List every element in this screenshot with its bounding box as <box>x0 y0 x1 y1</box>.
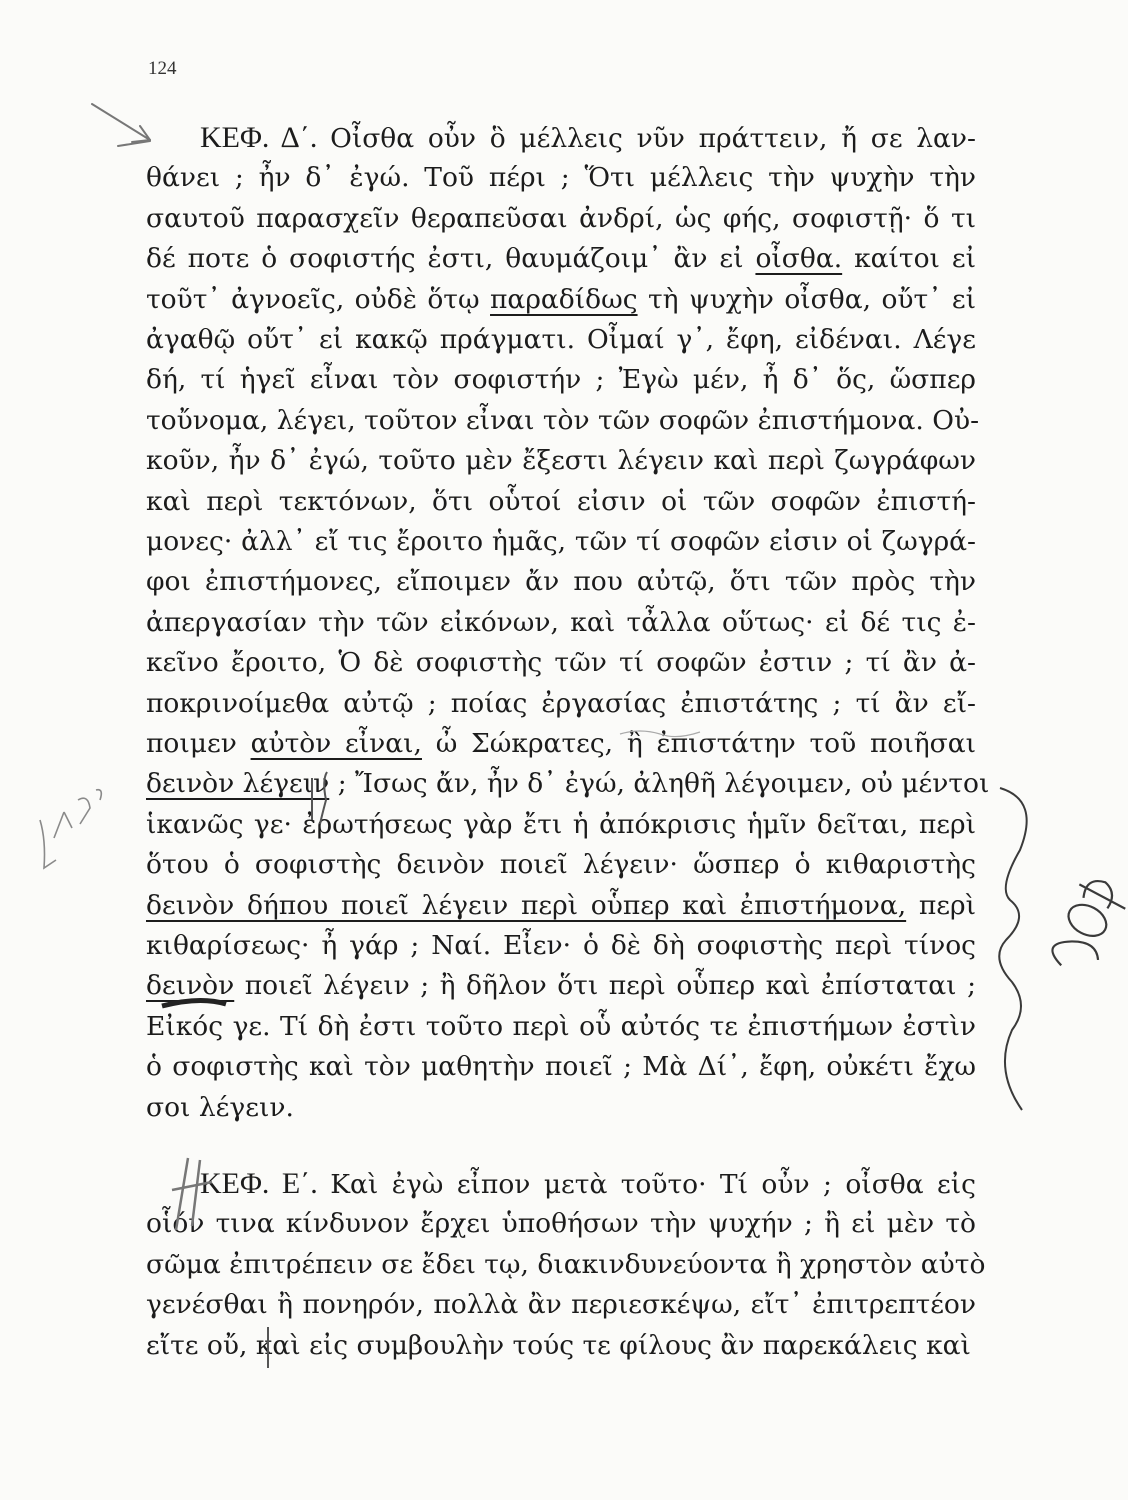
line-text: ποιεῖ λέγειν ; ἢ δῆλον ὅτι περὶ οὗπερ καὶ ἐπίσταται ; <box>234 970 976 1002</box>
text-line <box>146 764 990 804</box>
line-text: Καὶ ἐγὼ εἶπον μετὰ τοῦτο· Τί οὖν ; οἶσθα εἰς <box>330 1169 977 1200</box>
text-line <box>146 966 976 1006</box>
line-text: καὶ περὶ τεκτόνων, ὅτι οὗτοί εἰσιν οἱ τῶν σοφῶν ἐπιστή- <box>146 485 976 517</box>
arrow-icon <box>92 104 150 146</box>
text-line <box>146 724 976 764</box>
text-line <box>146 684 976 724</box>
underlined-text: δεινὸν δήπου ποιεῖ λέγειν περὶ οὗπερ καὶ ἐπιστήμονα, <box>146 889 907 921</box>
line-text: δέ ποτε ὁ σοφιστής ἐστι, θαυμάζοιμ᾽ ἂν εἰ <box>146 243 756 275</box>
line-text: οἷόν τινα κίνδυνον ἔρχει ὑποθήσων τὴν ψυχήν ; ἢ εἰ μὲν τὸ <box>146 1208 976 1240</box>
line-text: σοι λέγειν. <box>146 1091 294 1123</box>
line-text: τοῦτ᾽ ἀγνοεῖς, οὐδὲ ὅτῳ <box>146 283 491 315</box>
line-text: ἱκανῶς γε· ἐρωτήσεως γὰρ ἔτι ἡ ἀπόκρισις ἡμῖν δεῖται, περὶ <box>146 808 976 840</box>
underlined-text: αὐτὸν εἶναι, <box>250 728 422 759</box>
text-line <box>146 239 976 279</box>
page-number: 124 <box>148 58 177 79</box>
text-line <box>146 320 976 360</box>
text-line <box>146 805 976 845</box>
text-line <box>146 845 976 885</box>
line-text: κεῖνο ἔροιτο, Ὁ δὲ σοφιστὴς τῶν τί σοφῶν ἐστιν ; τί ἂν ἀ- <box>146 647 976 679</box>
line-text: σῶμα ἐπιτρέπειν σε ἔδει τῳ, διακινδυνεύοντα ἢ χρηστὸν αὐτὸ <box>146 1248 986 1280</box>
line-text: ποκρινοίμεθα αὐτῷ ; ποίας ἐργασίας ἐπιστάτης ; τί ἂν εἴ- <box>146 687 976 719</box>
line-text: τὴ ψυχὴν οἶσθα, οὔτ᾽ εἰ <box>637 283 976 315</box>
underlined-text: οἶσθα. <box>755 243 843 275</box>
text-line <box>146 1285 976 1325</box>
text-line <box>146 199 976 239</box>
underlined-text: δεινὸν λέγειν <box>146 768 330 800</box>
text-line <box>146 1245 986 1285</box>
line-text: φοι ἐπιστήμονες, εἴποιμεν ἄν που αὐτῷ, ὅτι τῶν πρὸς τὴν <box>146 566 976 598</box>
right-margin-note <box>1042 872 1128 979</box>
text-line <box>146 401 980 441</box>
line-text: θάνει ; ἦν δ᾽ ἐγώ. Τοῦ πέρι ; Ὅτι μέλλεις τὴν ψυχὴν τὴν <box>146 162 976 194</box>
text-line <box>146 158 976 198</box>
line-text: κιθαρίσεως· ἦ γάρ ; Ναί. Εἶεν· ὁ δὲ δὴ σοφιστὴς περὶ τίνος <box>146 930 976 961</box>
text-line <box>146 562 976 602</box>
text-line <box>146 886 976 926</box>
text-line <box>146 1007 976 1047</box>
text-line <box>146 926 976 966</box>
left-margin-note <box>40 790 101 868</box>
text-line <box>146 280 976 320</box>
line-text: περὶ <box>906 889 976 921</box>
text-line <box>146 441 976 481</box>
line-text: τοὔνομα, λέγει, τοῦτον εἶναι τὸν τῶν σοφῶν ἐπιστήμονα. Οὐ- <box>146 404 980 436</box>
line-text: ἀπεργασίαν τὴν τῶν εἰκόνων, καὶ τἆλλα οὕτως· εἰ δέ τις ἐ- <box>146 606 976 638</box>
line-text: μονες· ἀλλ᾽ εἴ τις ἔροιτο ἡμᾶς, τῶν τί σοφῶν εἰσιν οἱ ζωγρά- <box>146 526 976 557</box>
line-text: γενέσθαι ἢ πονηρόν, πολλὰ ἂν περιεσκέψω, εἴτ᾽ ἐπιτρεπτέον <box>146 1289 976 1321</box>
text-line <box>146 603 976 643</box>
text-line <box>200 118 976 159</box>
line-text: ποιμεν <box>146 728 251 759</box>
text-line <box>146 482 976 522</box>
chapter-heading: ΚΕΦ. Δ΄. <box>200 121 331 154</box>
text-line <box>146 1047 976 1087</box>
text-line <box>146 1326 976 1366</box>
line-text: δή, τί ἡγεῖ εἶναι τὸν σοφιστήν ; Ἐγὼ μέν, ἦ δ᾽ ὅς, ὥσπερ <box>146 364 976 396</box>
line-text: ὦ Σώκρατες, ἢ ἐπιστάτην τοῦ ποιῆσαι <box>421 728 977 759</box>
text-line <box>146 360 976 400</box>
line-text: ὅτου ὁ σοφιστὴς δεινὸν ποιεῖ λέγειν· ὥσπερ ὁ κιθαριστὴς <box>146 849 976 881</box>
line-text: Εἰκός γε. Τί δὴ ἐστι τοῦτο περὶ οὗ αὐτός τε ἐπιστήμων ἐστὶν <box>146 1010 976 1042</box>
line-text: ἀγαθῷ οὔτ᾽ εἰ κακῷ πράγματι. Οἶμαί γ᾽, ἔφη, εἰδέναι. Λέγε <box>146 324 976 355</box>
line-text: Οἶσθα οὖν ὃ μέλλεις νῦν πράττειν, ἤ σε λαν- <box>330 123 976 154</box>
text-line <box>200 1164 976 1205</box>
line-text: ὁ σοφιστὴς καὶ τὸν μαθητὴν ποιεῖ ; Μὰ Δί᾽, ἔφη, οὐκέτι ἔχω <box>146 1051 976 1083</box>
line-text: εἴτε οὔ, καὶ εἰς συμβουλὴν τούς τε φίλους ἂν παρεκάλεις καὶ <box>146 1329 971 1361</box>
line-text: ; Ἴσως ἄν, ἦν δ᾽ ἐγώ, ἀληθῆ λέγοιμεν, οὐ μέντοι <box>329 768 990 800</box>
text-line <box>146 522 976 562</box>
line-text: καίτοι εἰ <box>842 243 976 275</box>
underlined-text: δεινὸν <box>146 970 235 1002</box>
line-text: σαυτοῦ παρασχεῖν θεραπεῦσαι ἀνδρί, ὡς φής, σοφιστῇ· ὅ τι <box>146 202 976 234</box>
text-line <box>146 1088 976 1128</box>
underlined-text: παραδίδως <box>490 283 638 315</box>
right-brace <box>999 788 1026 1110</box>
text-line <box>146 643 976 683</box>
line-text: κοῦν, ἦν δ᾽ ἐγώ, τοῦτο μὲν ἔξεστι λέγειν καὶ περὶ ζωγράφων <box>146 445 976 477</box>
chapter-heading: ΚΕΦ. Ε΄. <box>200 1167 331 1200</box>
text-line <box>146 1204 976 1244</box>
